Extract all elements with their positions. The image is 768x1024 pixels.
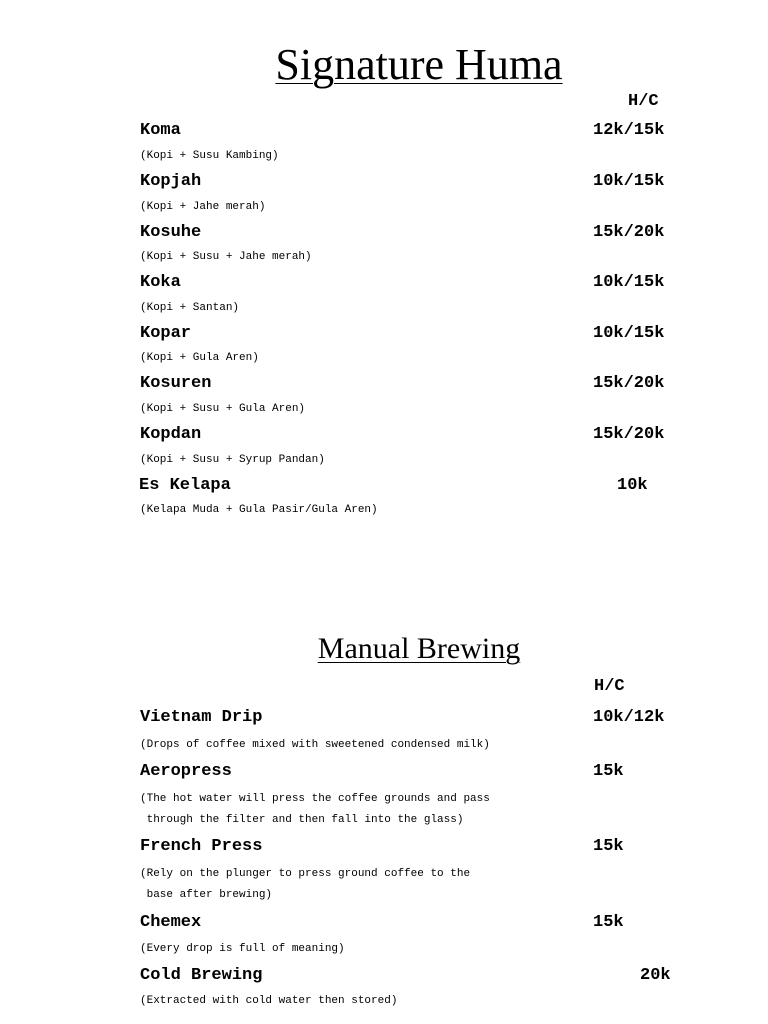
item-price-kopdan: 15k/20k (593, 425, 665, 444)
item-desc-kopar: (Kopi + Gula Aren) (140, 352, 259, 364)
item-price-chemex: 15k (593, 913, 624, 932)
section-title-manual-brewing: Manual Brewing (317, 632, 521, 665)
item-name-kopjah: Kopjah (140, 172, 202, 191)
item-desc-vietnam-drip: (Drops of coffee mixed with sweetened condensed milk) (140, 739, 490, 751)
item-name-koma: Koma (140, 121, 181, 140)
item-name-french-press: French Press (140, 837, 263, 856)
item-name-kosuren: Kosuren (140, 374, 212, 393)
item-price-cold-brewing: 20k (640, 966, 671, 985)
item-desc-kosuren: (Kopi + Susu + Gula Aren) (140, 403, 306, 415)
hc-label-signature: H/C (628, 92, 659, 111)
item-name-koka: Koka (140, 273, 181, 292)
item-price-kosuhe: 15k/20k (593, 223, 665, 242)
item-price-koma: 12k/15k (593, 121, 665, 140)
item-name-kopar: Kopar (140, 324, 192, 343)
item-price-koka: 10k/15k (593, 273, 665, 292)
item-price-kopjah: 10k/15k (593, 172, 665, 191)
item-price-french-press: 15k (593, 837, 624, 856)
section-title-signature: Signature Huma (275, 40, 563, 89)
item-name-kopdan: Kopdan (140, 425, 202, 444)
item-price-aeropress: 15k (593, 762, 624, 781)
item-name-vietnam-drip: Vietnam Drip (140, 708, 263, 727)
item-desc-cold-brewing: (Extracted with cold water then stored) (140, 995, 398, 1007)
item-desc-kopjah: (Kopi + Jahe merah) (140, 201, 266, 213)
item-desc-es-kelapa: (Kelapa Muda + Gula Pasir/Gula Aren) (140, 504, 378, 516)
item-name-chemex: Chemex (140, 913, 202, 932)
item-name-kosuhe: Kosuhe (140, 223, 202, 242)
item-name-aeropress: Aeropress (140, 762, 232, 781)
item-desc-kosuhe: (Kopi + Susu + Jahe merah) (140, 251, 312, 263)
item-name-es-kelapa: Es Kelapa (139, 476, 231, 495)
item-desc-chemex: (Every drop is full of meaning) (140, 943, 345, 955)
item-price-vietnam-drip: 10k/12k (593, 708, 665, 727)
item-price-kopar: 10k/15k (593, 324, 665, 343)
item-desc-french-press: (Rely on the plunger to press ground coffee to the base after brewing) (140, 868, 471, 901)
item-desc-koka: (Kopi + Santan) (140, 302, 240, 314)
hc-label-manual: H/C (594, 677, 625, 696)
item-price-kosuren: 15k/20k (593, 374, 665, 393)
item-desc-koma: (Kopi + Susu Kambing) (140, 150, 279, 162)
item-desc-kopdan: (Kopi + Susu + Syrup Pandan) (140, 454, 325, 466)
item-name-cold-brewing: Cold Brewing (140, 966, 263, 985)
item-price-es-kelapa: 10k (617, 476, 648, 495)
item-desc-aeropress: (The hot water will press the coffee grounds and pass through the filter and then fall into the glass) (140, 793, 490, 826)
